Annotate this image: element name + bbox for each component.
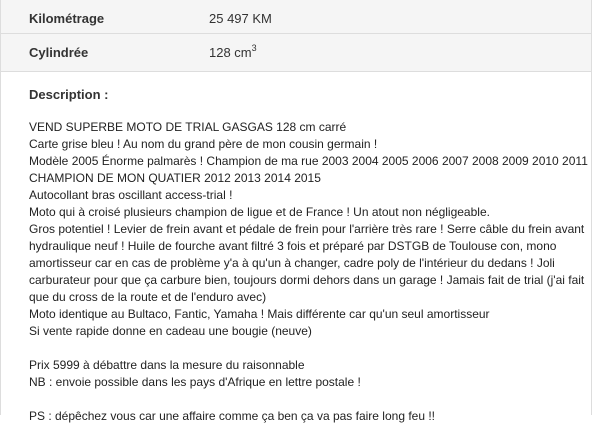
spec-value-displacement <box>209 45 257 60</box>
description-title: Description : <box>29 87 109 102</box>
paragraph-gap <box>29 340 589 357</box>
description-line: PS : dépêchez vous car une affaire comme ça ben ça va pas faire long feu !! <box>29 409 436 423</box>
description-line: que du cross de la route et de l'enduro avec) <box>29 290 267 304</box>
description-line: carburateur pour que ça carbure bien, toujours dormi dehors dans un garage ! Jamais fait de trial (j'ai fait <box>29 273 585 287</box>
description-line: Gros potentiel ! Levier de frein avant et pédale de frein pour l'arrière très rare ! Serre câble du frein avant <box>29 222 585 236</box>
paragraph-gap <box>29 391 589 408</box>
description-line: Modèle 2005 Énorme palmarès ! Champion de ma rue 2003 2004 2005 2006 2007 2008 2009 2010 2011 <box>29 154 588 168</box>
spec-row-mileage <box>1 0 591 34</box>
description-line: Autocollant bras oscillant access-trial ! <box>29 188 233 202</box>
description-line: CHAMPION DE MON QUATIER 2012 2013 2014 2015 <box>29 171 321 185</box>
description-line: VEND SUPERBE MOTO DE TRIAL GASGAS 128 cm carré <box>29 120 347 134</box>
description-line: NB : envoie possible dans les pays d'Afrique en lettre postale ! <box>29 375 361 389</box>
spec-value-displacement-number: 128 cm <box>209 45 252 60</box>
spec-label-displacement: Cylindrée <box>29 45 89 60</box>
description-line: Moto qui à croisé plusieurs champion de ligue et de France ! Un atout non négligeable. <box>29 205 490 219</box>
description-body <box>29 119 589 425</box>
spec-label-mileage: Kilométrage <box>29 11 105 26</box>
spec-value-displacement-exponent: 3 <box>251 43 257 53</box>
description-line: Moto identique au Bultaco, Fantic, Yamaha ! Mais différente car qu'un seul amortisseur <box>29 307 490 321</box>
spec-value-mileage: 25 497 KM <box>209 11 272 26</box>
description-line: hydraulique neuf ! Huile de fourche avant filtré 3 fois et préparé par DSTGB de Toulouse con, mono <box>29 239 557 253</box>
description-line: amortisseur car en cas de problème y'a à qu'un à changer, cadre poly de l'intérieur du dedans ! Joli <box>29 256 555 270</box>
description-line: Carte grise bleu ! Au nom du grand père de mon cousin germain ! <box>29 137 378 151</box>
description-line: Si vente rapide donne en cadeau une bougie (neuve) <box>29 324 312 338</box>
spec-row-displacement <box>1 34 591 72</box>
description-line: Prix 5999 à débattre dans la mesure du raisonnable <box>29 358 305 372</box>
